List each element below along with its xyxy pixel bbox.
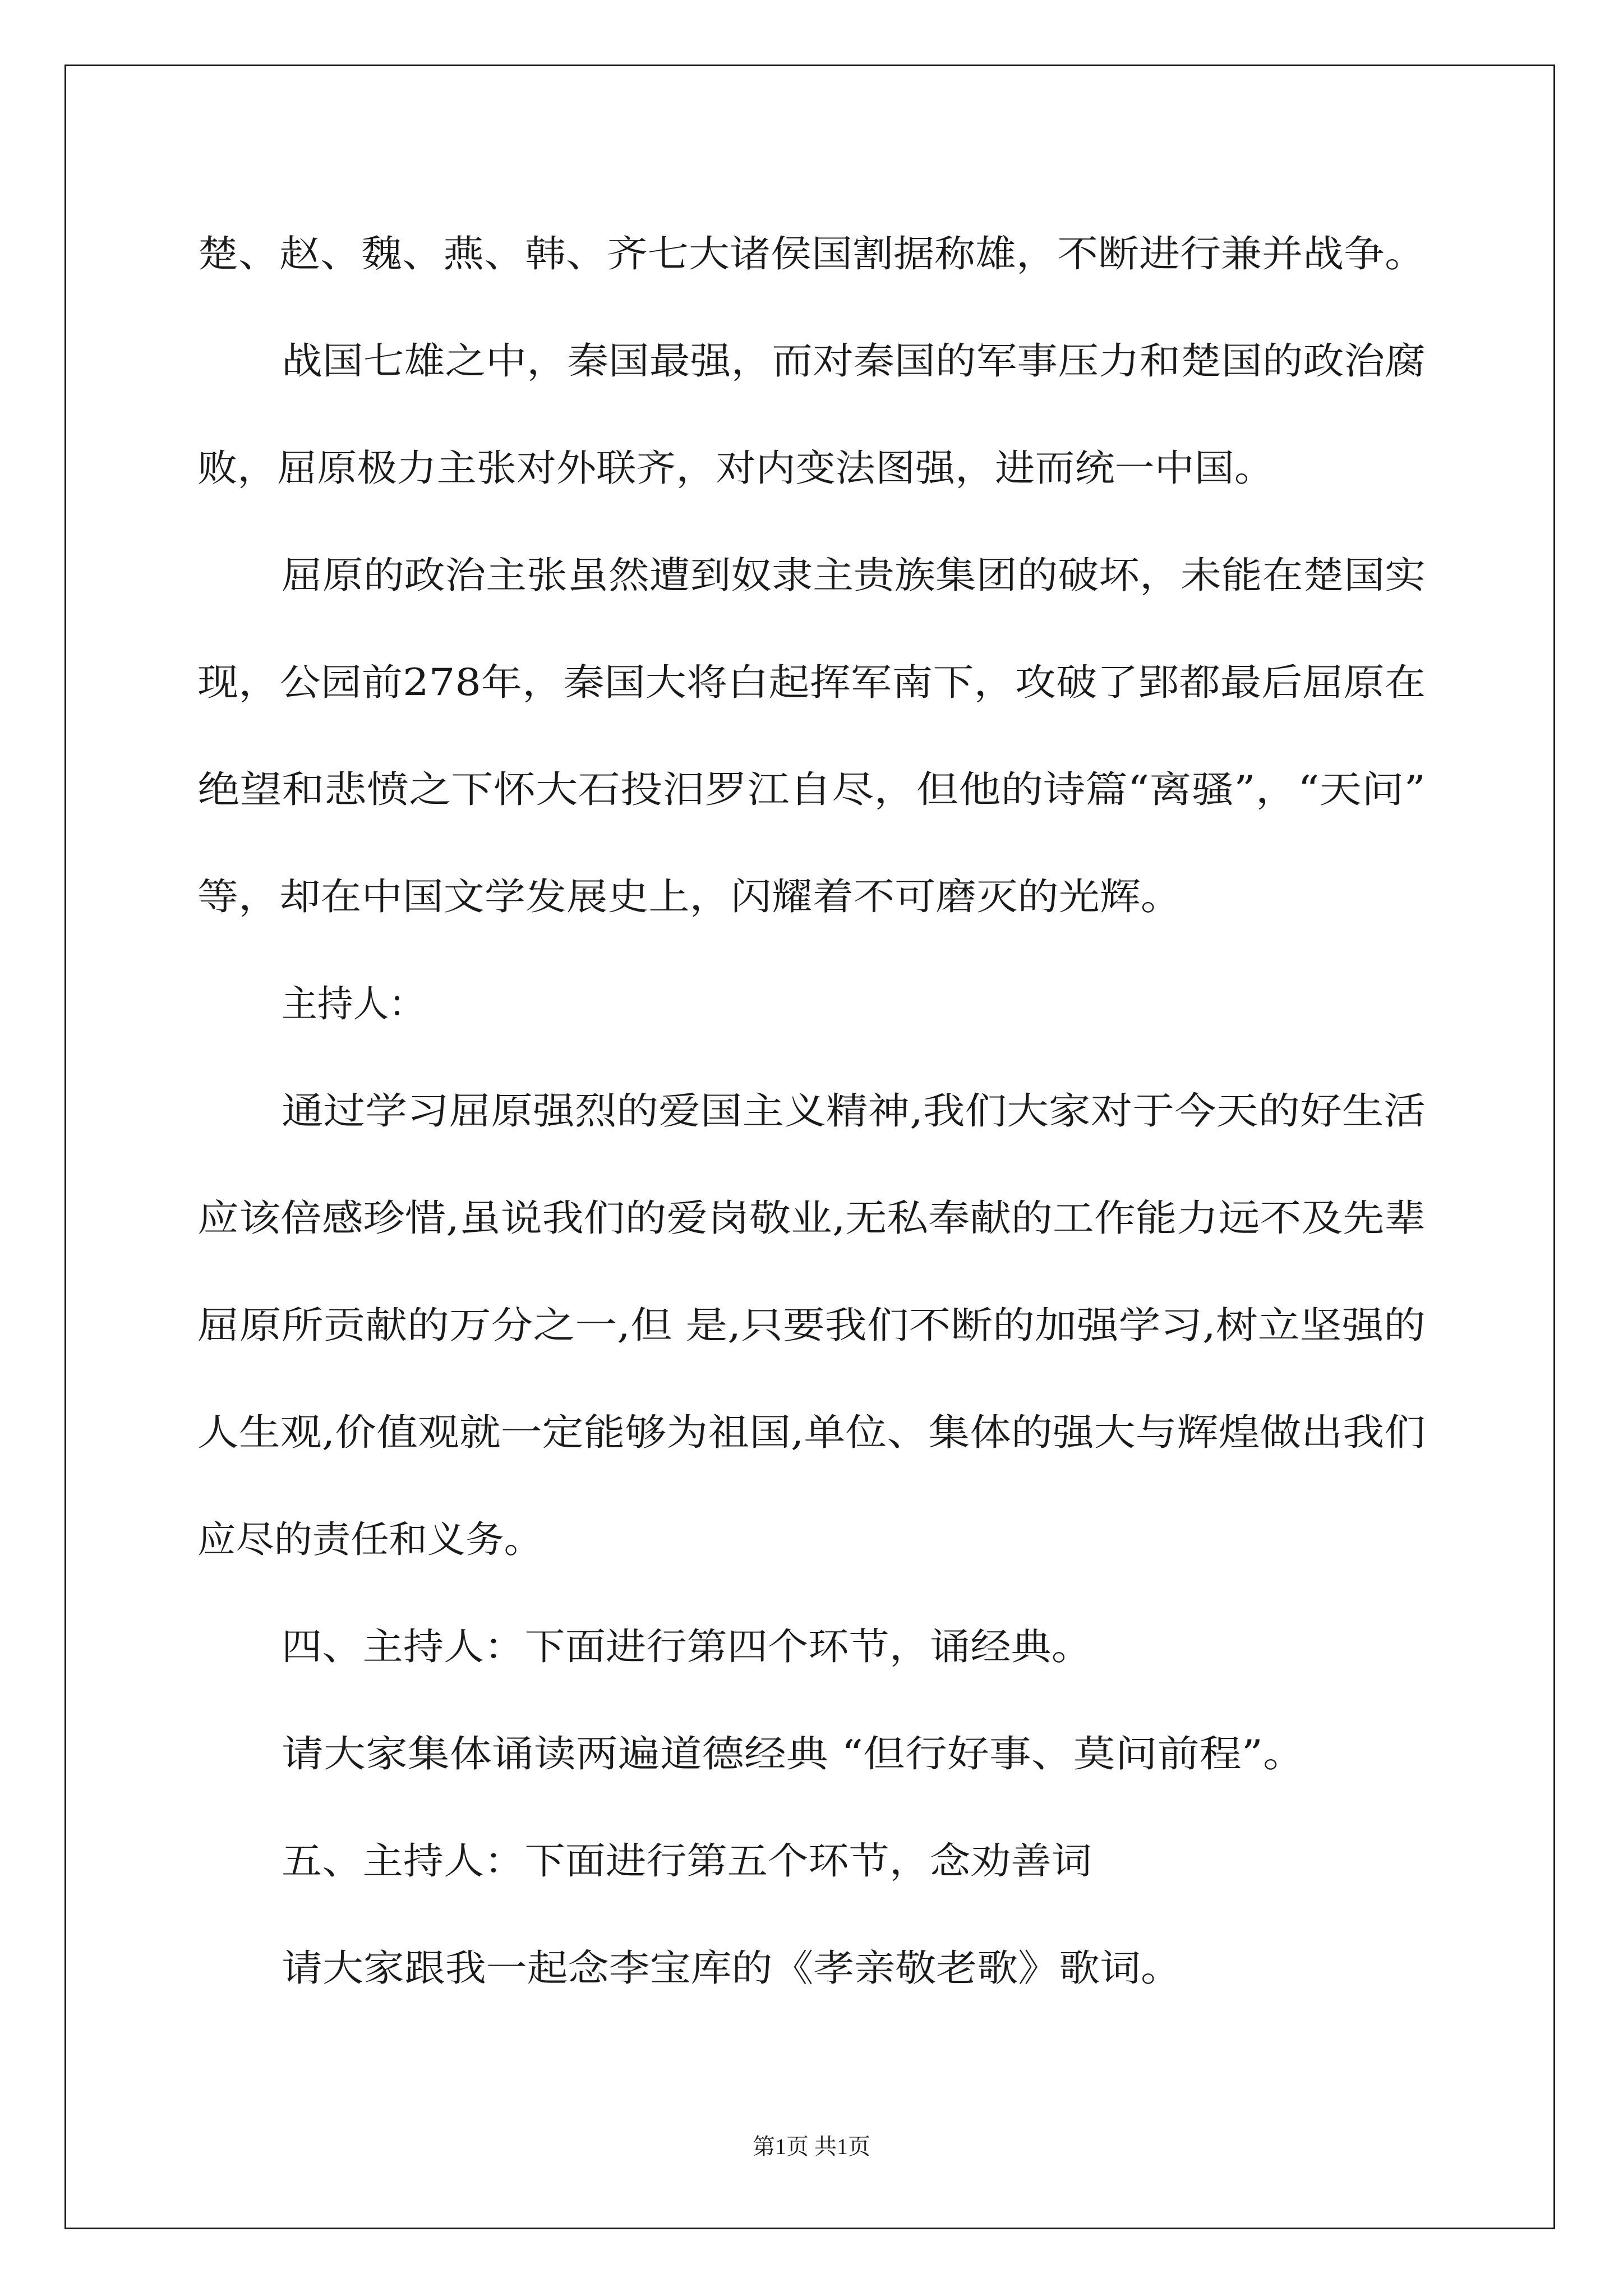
host-label: 主持人：: [282, 982, 425, 1025]
paragraph-3-line-3: 绝望和悲愤之下怀大石投汨罗江自尽，但他的诗篇“离骚”，“天问”: [197, 768, 1426, 811]
paragraph-3-line-2: 现，公园前278年，秦国大将白起挥军南下，攻破了郢都最后屈原在: [197, 661, 1426, 704]
paragraph-4-line-1: 通过学习屈原强烈的爱国主义精神,我们大家对于今天的好生活: [282, 1089, 1426, 1133]
paragraph-1-line-1: 楚、赵、魏、燕、韩、齐七大诸侯国割据称雄，不断进行兼并战争。: [197, 232, 1426, 275]
paragraph-4-line-3: 屈原所贡献的万分之一,但 是,只要我们不断的加强学习,树立坚强的: [197, 1304, 1426, 1347]
section-4-body: 请大家集体诵读两遍道德经典 “但行好事、莫问前程”。: [282, 1732, 1305, 1775]
section-4-heading: 四、主持人：下面进行第四个环节，诵经典。: [282, 1625, 1092, 1668]
paragraph-3-line-1: 屈原的政治主张虽然遭到奴隶主贵族集团的破坏，未能在楚国实: [282, 554, 1426, 597]
paragraph-4-line-5: 应尽的责任和义务。: [197, 1518, 542, 1561]
paragraph-4-line-4: 人生观,价值观就一定能够为祖国,单位、集体的强大与辉煌做出我们: [197, 1411, 1426, 1454]
paragraph-4-line-2: 应该倍感珍惜,虽说我们的爱岗敬业,无私奉献的工作能力远不及先辈: [197, 1197, 1426, 1240]
section-5-body: 请大家跟我一起念李宝库的《孝亲敬老歌》歌词。: [282, 1947, 1182, 1990]
paragraph-3-line-4: 等，却在中国文学发展史上，闪耀着不可磨灭的光辉。: [197, 875, 1182, 918]
paragraph-2-line-2: 败，屈原极力主张对外联齐，对内变法图强，进而统一中国。: [197, 447, 1274, 490]
page-number-footer: 第1页 共1页: [753, 2134, 870, 2159]
paragraph-2-line-1: 战国七雄之中，秦国最强，而对秦国的军事压力和楚国的政治腐: [282, 339, 1426, 383]
section-5-heading: 五、主持人：下面进行第五个环节，念劝善词: [282, 1839, 1092, 1883]
